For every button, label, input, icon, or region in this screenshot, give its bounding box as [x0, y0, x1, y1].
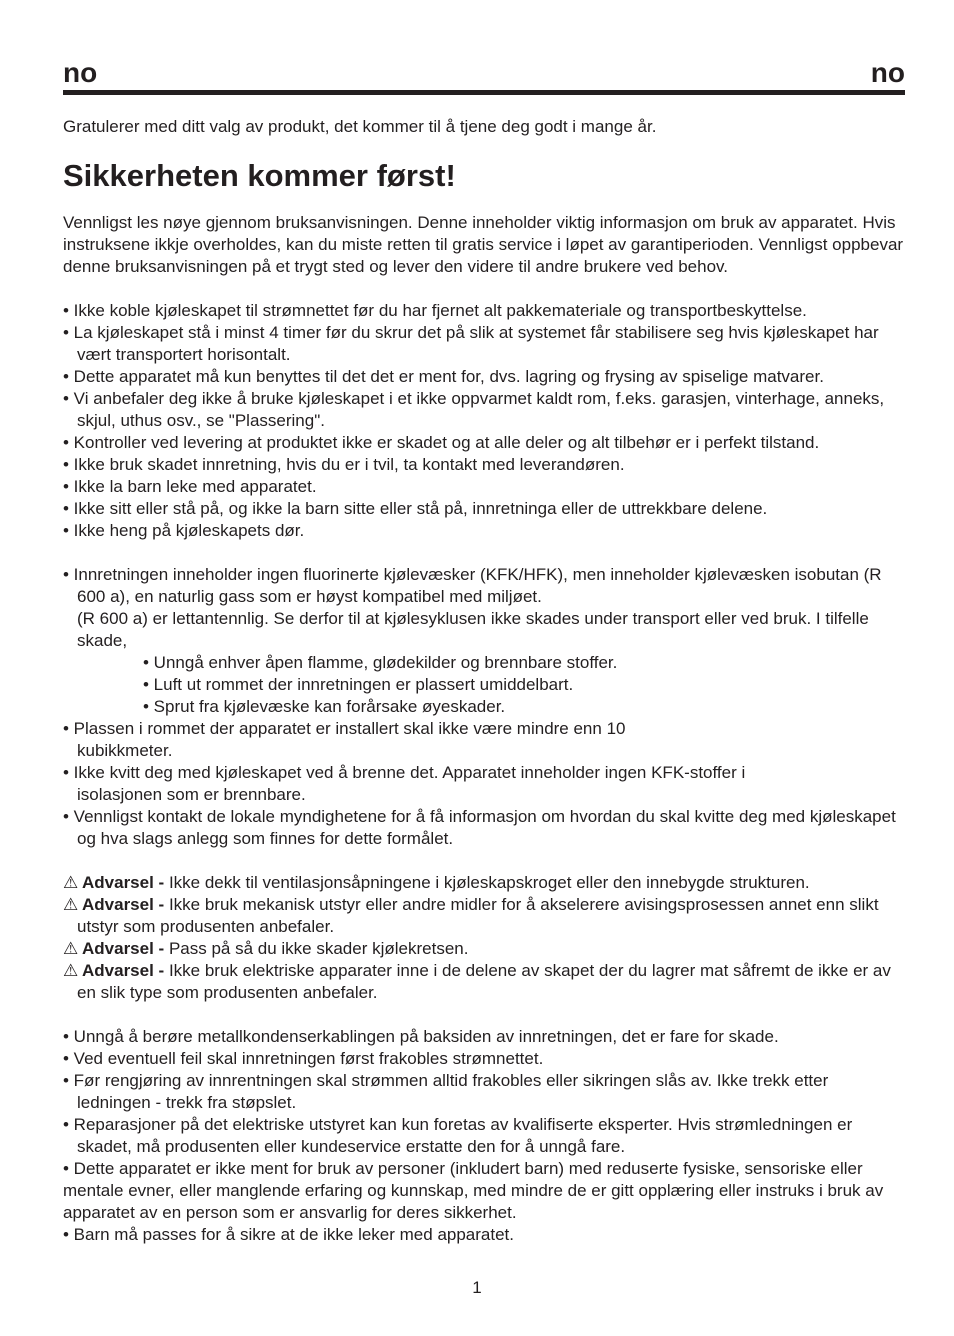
language-code-left: no	[63, 57, 98, 88]
page-number: 1	[472, 1278, 482, 1297]
refrigerant-list	[63, 564, 905, 850]
warning-text: Ikke bruk elektriske apparater inne i de delene av skapet der du lagrer mat såfremt de ikke er av en slik type som produsenten anbefaler.	[77, 961, 891, 1002]
warning-label: Advarsel -	[82, 939, 165, 958]
list-item: • Ikke kvitt deg med kjøleskapet ved å brenne det. Apparatet inneholder ingen KFK-stoffer i isolasjonen som er brennbare.	[63, 763, 746, 804]
warning-item	[63, 960, 905, 1004]
sub-list-item: • Luft ut rommet der innretningen er plassert umiddelbart.	[143, 675, 574, 694]
language-code-right: no	[870, 57, 905, 88]
list-item: • Ikke sitt eller stå på, og ikke la barn sitte eller stå på, innretninga eller de uttrekkbare delene.	[63, 499, 768, 518]
list-item: • Vennligst kontakt de lokale myndighetene for å få informasjon om hvordan du skal kvitte deg med kjøleskapet og hva slags anlegg som finnes for dette formålet.	[63, 807, 896, 848]
list-item: • Ikke heng på kjøleskapets dør.	[63, 521, 305, 540]
list-item	[63, 564, 905, 652]
page-header	[63, 58, 905, 95]
warning-item	[63, 894, 905, 938]
page-title: Sikkerheten kommer først!	[63, 158, 456, 193]
safety-list-1	[63, 300, 905, 542]
list-item: • La kjøleskapet stå i minst 4 timer før du skrur det på slik at systemet får stabilisere seg hvis kjøleskapet har vært transportert horisontalt.	[63, 323, 879, 364]
sub-list-item: • Sprut fra kjølevæske kan forårsake øyeskader.	[143, 697, 506, 716]
warning-triangle-icon: ⚠	[63, 961, 79, 980]
warning-item	[63, 938, 905, 960]
list-item: • Reparasjoner på det elektriske utstyret kan kun foretas av kvalifiserte eksperter. Hvis strømledningen er skadet, må produsenten eller kundeservice erstatte den for å unngå fare.	[63, 1115, 853, 1156]
list-item: • Ved eventuell feil skal innretningen først frakobles strømnettet.	[63, 1049, 544, 1068]
intro-text: Gratulerer med ditt valg av produkt, det kommer til å tjene deg godt i mange år.	[63, 117, 657, 136]
list-item: • Før rengjøring av innrentningen skal strømmen alltid frakobles eller sikringen slås av. Ikke trekk etter ledningen - trekk fra støpslet.	[63, 1071, 829, 1112]
list-item-continuation: (R 600 a) er lettantennlig. Se derfor til at kjølesyklusen ikke skades under transport eller ved bruk. I tilfelle skade,	[77, 609, 869, 650]
instructions-paragraph: Vennligst les nøye gjennom bruksanvisningen. Denne inneholder viktig informasjon om bruk av apparatet. Hvis instruksene ikkje overholdes, kan du miste retten til gratis service i løpet av garantiperioden. Vennligst oppbevar denne bruksanvisningen på et trygt sted og lever den videre til andre brukere ved behov.	[63, 213, 904, 276]
list-item: • Ikke bruk skadet innretning, hvis du er i tvil, ta kontakt med leverandøren.	[63, 455, 625, 474]
list-item: • Barn må passes for å sikre at de ikke leker med apparatet.	[63, 1225, 514, 1244]
safety-list-3	[63, 1026, 905, 1246]
list-item: • Ikke la barn leke med apparatet.	[63, 477, 317, 496]
warning-label: Advarsel -	[82, 895, 165, 914]
sub-list-item: • Unngå enhver åpen flamme, glødekilder og brennbare stoffer.	[143, 653, 618, 672]
warnings-list	[63, 872, 905, 1004]
warning-text: Pass på så du ikke skader kjølekretsen.	[168, 939, 469, 958]
warning-label: Advarsel -	[82, 961, 165, 980]
warning-text: Ikke bruk mekanisk utstyr eller andre midler for å akselerere avisingsprosessen annet enn slikt utstyr som produsenten anbefaler.	[77, 895, 879, 936]
document-page	[63, 58, 905, 1246]
warning-triangle-icon: ⚠	[63, 895, 79, 914]
list-item: • Vi anbefaler deg ikke å bruke kjøleskapet i et ikke oppvarmet kaldt rom, f.eks. garasjen, vinterhage, anneks, skjul, uthus osv., se "Plassering".	[63, 389, 885, 430]
list-item: • Unngå å berøre metallkondenserkablingen på baksiden av innretningen, det er fare for skade.	[63, 1027, 779, 1046]
list-item: • Dette apparatet er ikke ment for bruk av personer (inkludert barn) med reduserte fysiske, sensoriske eller mentale evner, eller manglende erfaring og kunnskap, med mindre de er gitt opplæring eller instruks i bruk av apparatet av en person som er ansvarlig for deres sikkerhet.	[63, 1159, 884, 1222]
list-item: • Dette apparatet må kun benyttes til det det er ment for, dvs. lagring og frysing av spiselige matvarer.	[63, 367, 824, 386]
list-item: • Kontroller ved levering at produktet ikke er skadet og at alle deler og alt tilbehør er i perfekt tilstand.	[63, 433, 820, 452]
warning-label: Advarsel -	[82, 873, 165, 892]
list-item: • Plassen i rommet der apparatet er installert skal ikke være mindre enn 10 kubikkmeter.	[63, 719, 626, 760]
warning-text: Ikke dekk til ventilasjonsåpningene i kjøleskapskroget eller den innebygde strukturen.	[168, 873, 810, 892]
list-item-text: • Innretningen inneholder ingen fluorinerte kjølevæsker (KFK/HFK), men inneholder kjølevæsken isobutan (R 600 a), en naturlig gass som er høyst kompatibel med miljøet.	[63, 565, 882, 606]
warning-item	[63, 872, 905, 894]
warning-triangle-icon: ⚠	[63, 939, 79, 958]
warning-triangle-icon: ⚠	[63, 873, 79, 892]
list-item: • Ikke koble kjøleskapet til strømnettet før du har fjernet alt pakkemateriale og transportbeskyttelse.	[63, 301, 807, 320]
